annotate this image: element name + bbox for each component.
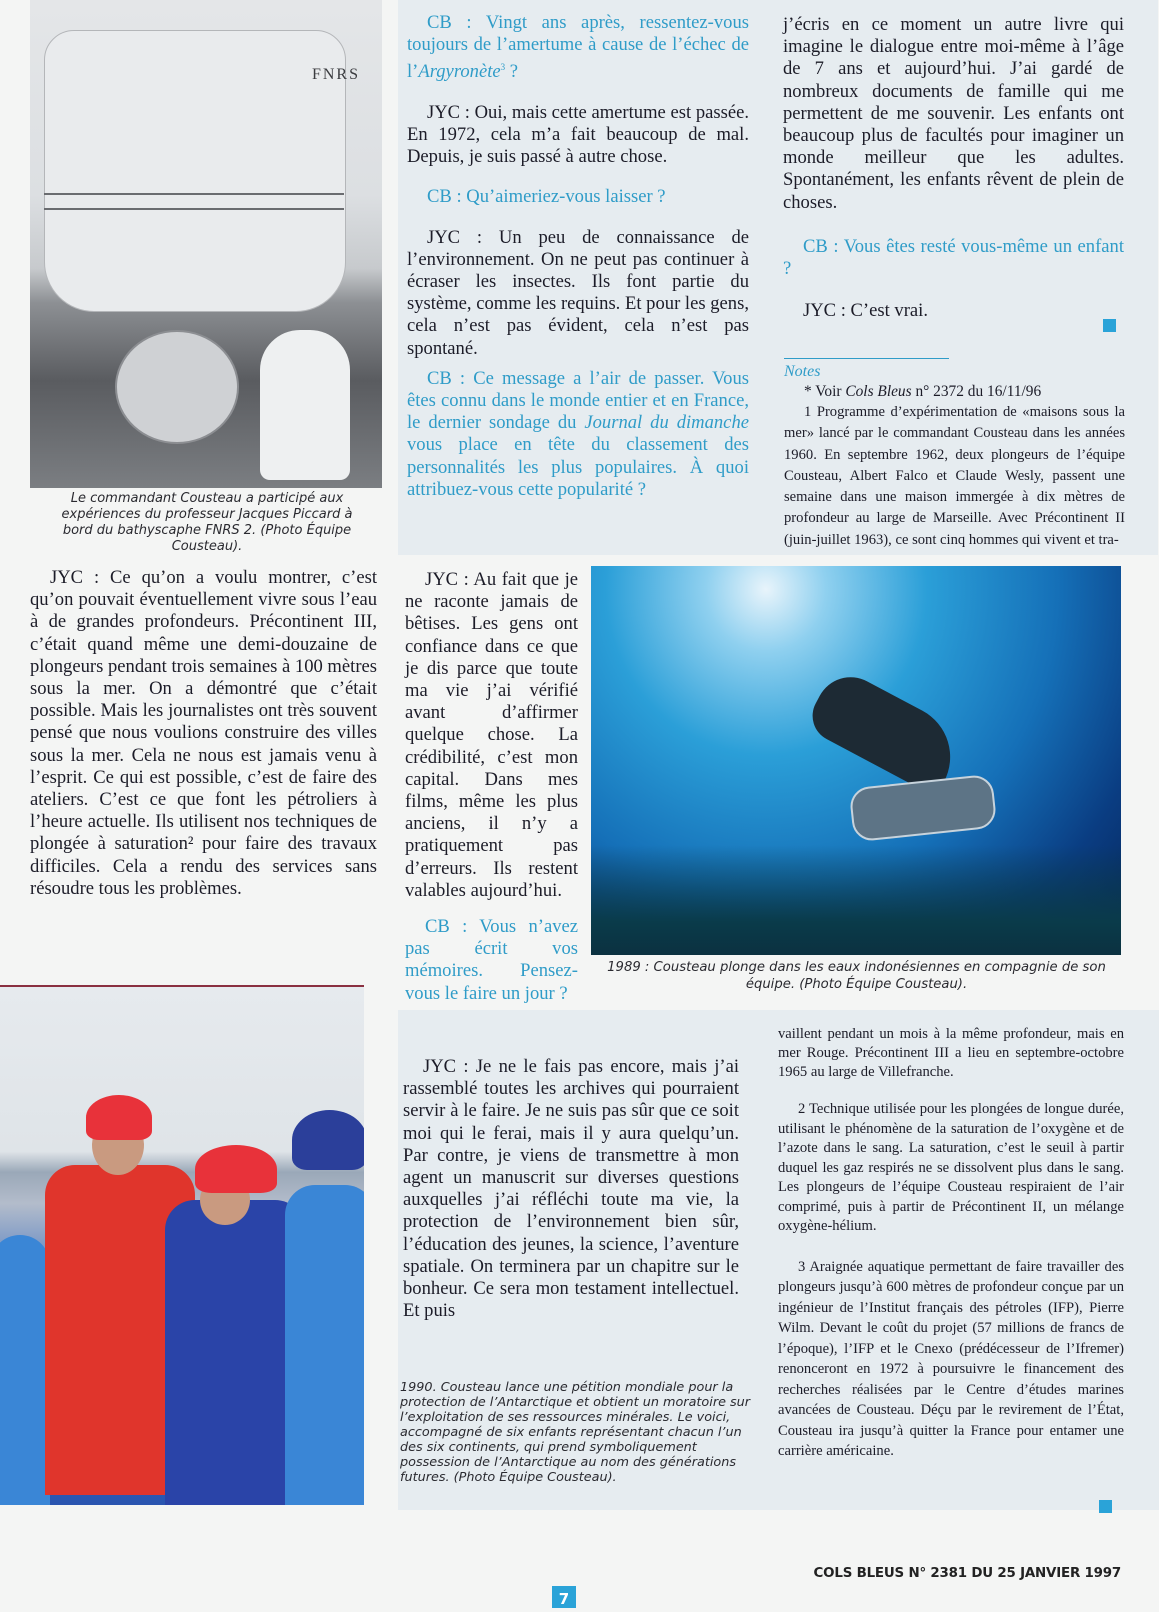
- diver: [803, 665, 968, 797]
- note-3: 3 Araignée aquatique permettant de faire travailler des plongeurs jusqu’à 600 mètres de profondeur conçue par un ingénieur de l’Institut français des pétroles (IFP), Pierre Wilm. Devant le coût du projet (57 millions de francs de l’époque), l’IFP et le Cnexo (prédécesseur de l’Ifremer) renonceront en 1972 à poursuivre le financement des recherches réalisées par le Centre d’études marines avancées de Cousteau. Déçu par le revirement de l’État, Cousteau ira jusqu’à quitter la France pour entamer une carrière américaine.: [778, 1258, 1124, 1459]
- bathyscaphe-hull: [44, 30, 346, 312]
- middle-column-bottom: [403, 1056, 739, 1322]
- answer-continuation: j’écris en ce moment un autre livre qui imagine le dialogue entre moi-même à l’âge de 7 ans et aujourd’hui. J’ai gardé de nombreux documents de famille qui me permettent de me souvenir. Les enfants ont beaucoup plus de facultés pour imaginer un monde meilleur que les adultes. Spontanément, les enfants rêvent de plein de choses.: [783, 14, 1124, 213]
- end-of-notes-marker: [1099, 1500, 1112, 1513]
- footnote-ref: 3: [500, 62, 506, 73]
- coral-reef: [591, 845, 1121, 955]
- answer-paragraph: JYC : Oui, mais cette amertume est passée. En 1972, cela m’a fait beaucoup de mal. Depuis, je suis passé à autre chose.: [407, 101, 749, 168]
- right-column-top: [783, 14, 1124, 322]
- note-text: * Voir: [804, 383, 846, 400]
- note-star: [784, 381, 1125, 402]
- answer-paragraph: JYC : Au fait que je ne raconte jamais de bêtises. Les gens ont confiance dans ce que je dis parce que toute ma vie j’ai vérifié avant d’affirmer quelque chose. La crédibilité, c’est mon capital. Dans mes films, même les plus anciens, il n’y a pratiquement pas d’erreurs. Ils restent valables aujourd’hui.: [405, 569, 578, 901]
- question-argyronete: [407, 12, 749, 84]
- question-text: CB : Ce message a l’air de passer. Vous êtes connu dans le monde entier et en France, le dernier sondage du: [407, 367, 749, 434]
- hull-marking: FNRS: [311, 66, 360, 83]
- antarctic-photo: [0, 985, 364, 1505]
- middle-column-top: [407, 12, 749, 501]
- question-italic: Journal du dimanche: [584, 412, 749, 434]
- bathyscaphe-photo: [30, 0, 382, 488]
- end-of-article-marker: [1103, 319, 1116, 332]
- question-memoires: CB : Vous n’avez pas écrit vos mémoires. Pensez-vous le faire un jour ?: [405, 916, 578, 1004]
- notes-continued: [778, 1025, 1124, 1462]
- left-column-answer: [30, 567, 377, 900]
- photo-credit: (Photo Équipe Cousteau).: [171, 523, 352, 554]
- observation-sphere: [115, 330, 239, 444]
- note-italic: Cols Bleus: [845, 383, 912, 400]
- publication-footer: COLS BLEUS N° 2381 DU 25 JANVIER 1997: [813, 1566, 1121, 1581]
- child-jacket: [285, 1185, 364, 1505]
- diving-caption: 1989 : Cousteau plonge dans les eaux indonésiennes en compagnie de son équipe. (Photo Équipe Cousteau).: [607, 960, 1106, 992]
- note-2: 2 Technique utilisée pour les plongées de longue durée, utilisant le phénomène de la saturation de l’oxygène et de l’azote dans le sang. La saturation, c’est le seuil à partir duquel les gaz respirés ne se dissolvent plus dans le sang. Les plongeurs de l’équipe Cousteau respiraient de l’air comprimé, puis à partir de Précontinent II, un mélange oxygène-hélium.: [778, 1101, 1124, 1234]
- answer-paragraph: JYC : Ce qu’on a voulu montrer, c’est qu’on pouvait éventuellement vivre sous l’eau à de grandes profondeurs. Précontinent III, c’était quand même une demi-douzaine de plongeurs pendant trois semaines à 100 mètres sous la mer. On a démontré que c’était possible. Mais les journalistes ont très souvent pensé que nous voulions construire des villes sous la mer. Cela ne nous est jamais venu à l’esprit. Ce qui est possible, c’est de faire des ateliers. C’est ce que font les pétroliers à l’heure actuelle. Ils utilisent nos techniques de plongée à saturation² pour faire des travaux difficiles. Cela a rendu des services sans résoudre tous les problèmes.: [30, 567, 377, 899]
- answer-paragraph: JYC : Je ne le fais pas encore, mais j’ai rassemblé toutes les archives qui pourraient servir à le faire. Je ne suis pas sûr que ce soit moi qui le ferai, mais il y aura quelqu’un. Par contre, je viens de transmettre à mon agent un manuscrit sur diverses questions auxquelles j’ai réfléchi toute ma vie, la protection de l’environnement bien sûr, l’éducation des jeunes, la science, l’aventure spatiale. On terminera par un chapitre sur le bonheur. Ce sera mon testament intellectuel. Et puis: [403, 1056, 739, 1322]
- question-text: CB : Vingt ans après, ressentez-vous toujours de l’amertume à cause de l’échec de l’: [407, 12, 749, 83]
- question-popularite: [407, 368, 749, 501]
- blue-hood: [292, 1110, 364, 1170]
- red-hat: [86, 1095, 152, 1140]
- page-number: 7: [552, 1586, 576, 1608]
- child-blue-jacket: [165, 1200, 305, 1505]
- notes-heading: Notes: [784, 363, 821, 380]
- notes-section: [784, 362, 1125, 551]
- question-enfant: CB : Vous êtes resté vous-même un enfant ?: [783, 235, 1124, 280]
- note-1: 1 Programme d’expérimentation de «maisons sous la mer» lancé par le commandant Cousteau dans les années 1960. En septembre 1962, deux plongeurs de l’équipe Cousteau, Albert Falco et Claude Wesly, passent une semaine dans une maison immergée à dix mètres de profondeur au large de Marseille. Avec Précontinent II (juin-juillet 1963), ce sont cinq hommes qui vivent et tra-: [784, 404, 1125, 548]
- hull-stripe: [44, 193, 344, 195]
- photo-border: [0, 985, 364, 987]
- underwater-scooter: [849, 774, 998, 843]
- question-end: ?: [505, 61, 519, 83]
- crew-member: [260, 330, 350, 480]
- note-text: n° 2372 du 16/11/96: [911, 383, 1042, 400]
- answer-paragraph: JYC : C’est vrai.: [803, 300, 928, 322]
- caption-text: Le commandant Cousteau a participé aux expériences du professeur Jacques Piccard à bord du bathyscaphe FNRS 2.: [61, 491, 353, 538]
- child-jacket: [0, 1235, 50, 1505]
- diving-photo: [591, 566, 1121, 955]
- notes-divider: [784, 358, 949, 359]
- middle-column-narrow: [405, 569, 578, 1005]
- hull-stripe: [44, 208, 344, 210]
- answer-paragraph: JYC : Un peu de connaissance de l’environnement. On ne peut pas continuer à écraser les insectes. Ils font partie du système, comme les requins. Et pour les gens, cela n’est pas évident, cela n’est pas spontané.: [407, 226, 749, 359]
- question-text: vous place en tête du classement des personnalités les plus populaires. À quoi attribuez-vous cette popularité ?: [407, 434, 749, 500]
- antarctic-caption: 1990. Cousteau lance une pétition mondiale pour la protection de l’Antarctique et obtient un moratoire sur l’exploitation de ses ressources minérales. Le voici, accompagné de six enfants représentant chacun l’un des six continents, qui prend symboliquement possession de l’Antarctique au nom des générations futures. (Photo Équipe Cousteau).: [400, 1380, 751, 1485]
- red-hat: [195, 1145, 277, 1193]
- note-1-continuation: vaillent pendant un mois à la même profondeur, mais en mer Rouge. Précontinent III a lieu en septembre-octobre 1965 au large de Villefranche.: [778, 1026, 1124, 1080]
- question-laisser: CB : Qu’aimeriez-vous laisser ?: [427, 186, 666, 208]
- question-italic: Argyronète: [418, 61, 501, 83]
- bathyscaphe-caption: [48, 491, 366, 555]
